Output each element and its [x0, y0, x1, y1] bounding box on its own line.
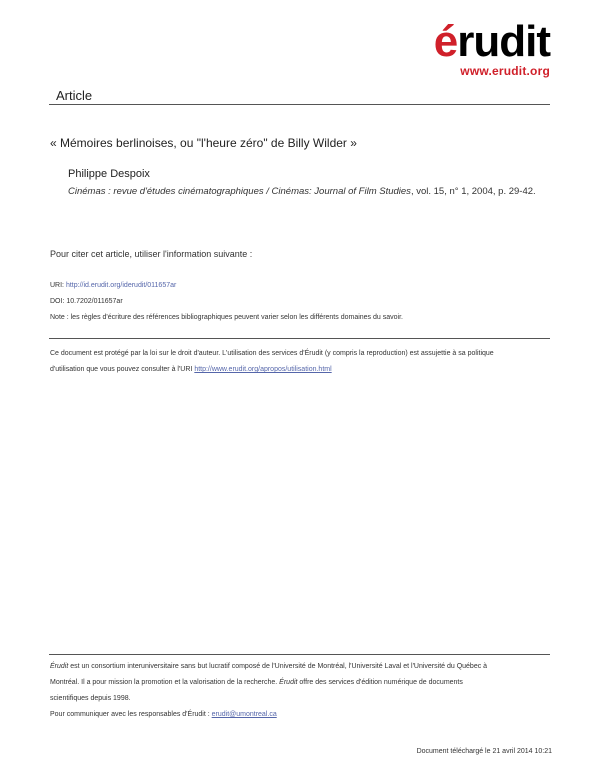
erudit-logo: [414, 18, 554, 84]
about-line-3: scientifiques depuis 1998.: [50, 695, 131, 702]
logo-accent-letter: é: [433, 17, 458, 66]
citation-details: , vol. 15, n° 1, 2004, p. 29-42.: [410, 186, 536, 197]
logo-url[interactable]: www.erudit.org: [460, 64, 550, 78]
copyright-notice: [50, 346, 550, 378]
logo-wordmark-rest: rudit: [457, 17, 550, 66]
about-line-2b: offre des services d'édition numérique de documents: [297, 679, 463, 686]
article-title: « Mémoires berlinoises, ou "l'heure zéro" de Billy Wilder »: [50, 136, 357, 150]
download-date: Document téléchargé le 21 avril 2014 10:21: [416, 748, 552, 755]
cite-intro: Pour citer cet article, utiliser l'information suivante :: [50, 249, 253, 259]
header-divider: [49, 104, 550, 105]
doi-label: DOI:: [50, 298, 67, 305]
about-line-1-text: est un consortium interuniversitaire sans but lucratif composé de l'Université de Montréal, l'Université Laval et l'Université du Québec à: [68, 663, 488, 670]
uri-link[interactable]: http://id.erudit.org/iderudit/011657ar: [65, 282, 177, 289]
copyright-line-1: Ce document est protégé par la loi sur le droit d'auteur. L'utilisation des services d'Érudit (y compris la reproduction) est assujettie à sa politique: [50, 350, 494, 357]
copyright-line-2-text: d'utilisation que vous pouvez consulter à l'URI: [50, 366, 195, 373]
contact-email-link[interactable]: erudit@umontreal.ca: [211, 711, 277, 718]
footer-divider: [49, 654, 550, 655]
about-line-2a: Montréal. Il a pour mission la promotion et la valorisation de la recherche.: [50, 679, 280, 686]
copyright-line-2: [50, 362, 550, 378]
section-label: Article: [56, 88, 93, 103]
article-citation: [68, 186, 536, 197]
doi-value: 10.7202/011657ar: [66, 298, 123, 305]
policy-link[interactable]: http://www.erudit.org/apropos/utilisation.html: [194, 366, 332, 373]
citation-note: Note : les règles d'écriture des références bibliographiques peuvent varier selon les différents domaines du savoir.: [50, 314, 403, 321]
uri-line: [50, 282, 176, 289]
logo-wordmark: [434, 18, 550, 66]
copyright-divider: [49, 338, 550, 339]
about-line-1: [50, 659, 550, 675]
about-erudit: [50, 659, 550, 723]
uri-label: URI:: [50, 282, 66, 289]
doi-line: [50, 298, 123, 305]
about-brand-2: Érudit: [279, 679, 298, 686]
contact-line: [50, 707, 550, 723]
about-brand: Érudit: [50, 663, 69, 670]
journal-name: Cinémas : revue d'études cinématographiques / Cinémas: Journal of Film Studies: [68, 186, 411, 197]
contact-prefix: Pour communiquer avec les responsables d'Érudit :: [50, 711, 212, 718]
about-line-2: [50, 675, 550, 691]
article-author: Philippe Despoix: [68, 168, 150, 180]
